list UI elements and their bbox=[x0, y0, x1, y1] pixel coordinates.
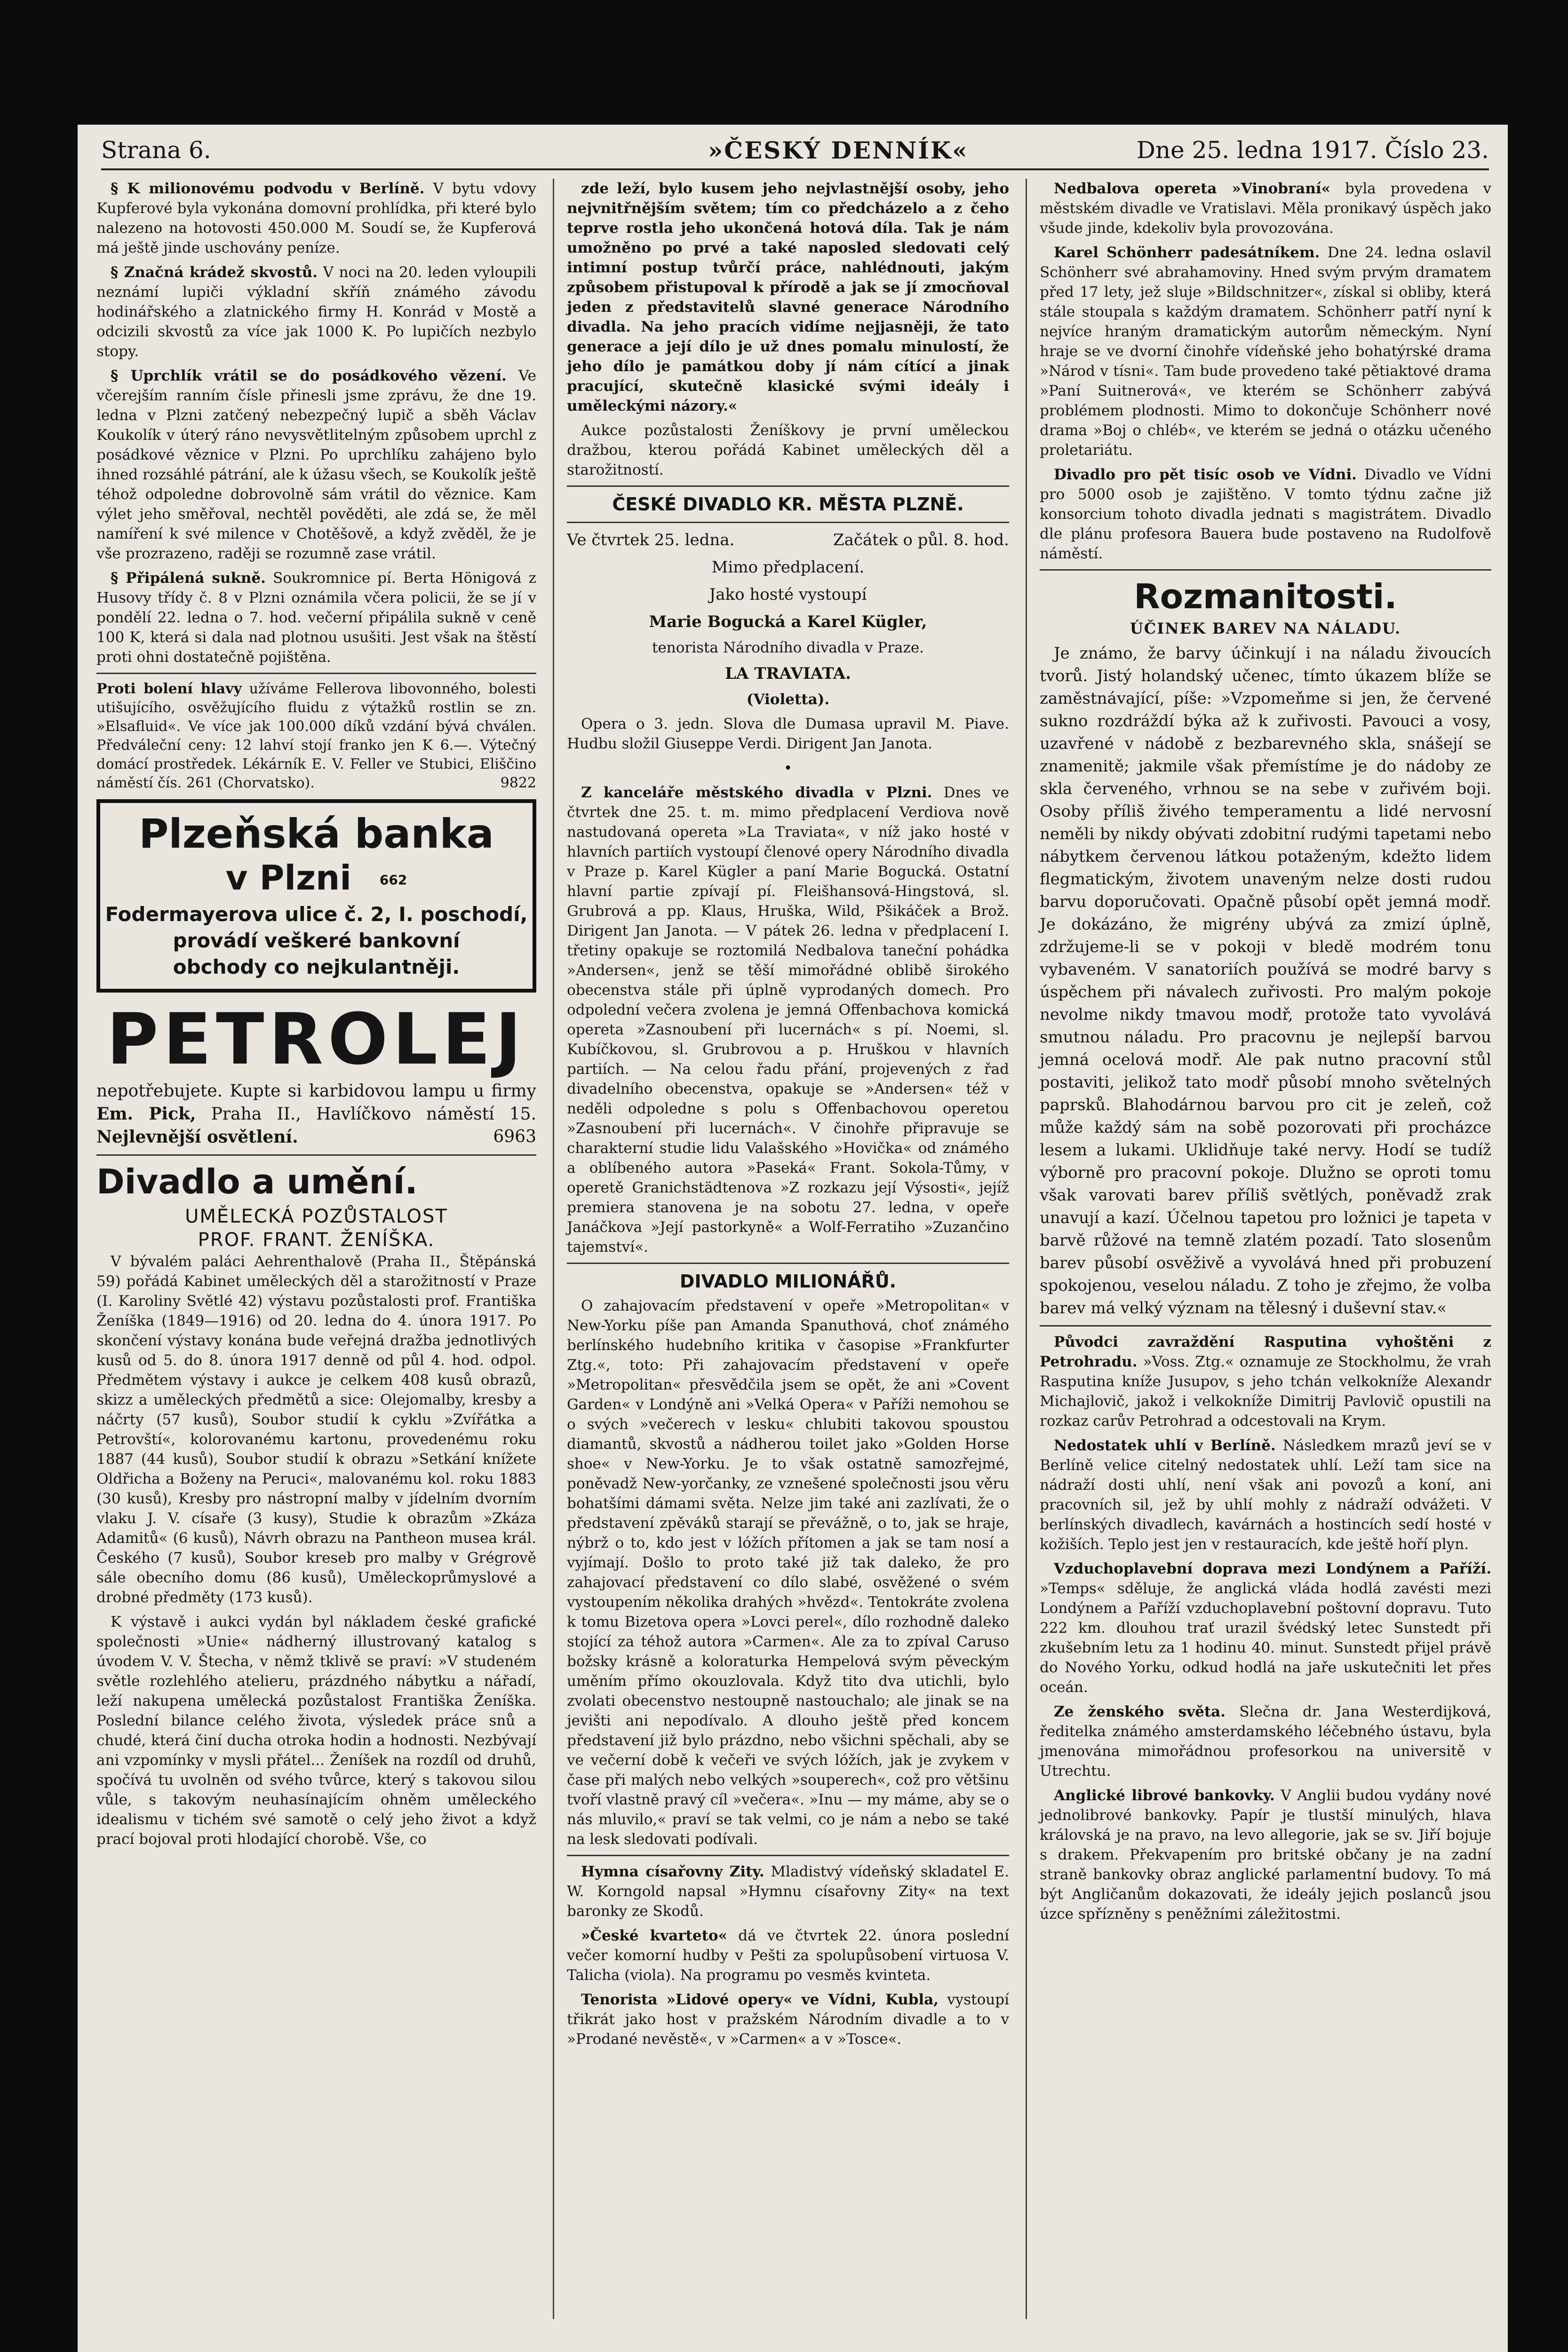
section-heading-miscellany: Rozmanitosti. bbox=[1134, 577, 1397, 616]
divider bbox=[96, 673, 536, 674]
news-title: Z kanceláře městského divadla v Plzni. bbox=[581, 784, 932, 801]
divider bbox=[96, 1154, 536, 1156]
advert-title: Proti bolení hlavy bbox=[96, 681, 242, 697]
divider bbox=[567, 485, 1009, 487]
article-heading: UMĚLECKÁ POZŮSTALOST bbox=[185, 1206, 448, 1228]
divider bbox=[567, 1263, 1009, 1264]
news-title: Divadlo pro pět tisíc osob ve Vídni. bbox=[1054, 466, 1357, 483]
advert-number: 9822 bbox=[500, 775, 536, 791]
opera-description: Opera o 3. jedn. Slova dle Dumasa upravil M. Piave. Hudbu složil Giuseppe Verdi. Dirigent Jan Janota. bbox=[567, 715, 1009, 752]
news-title: § Uprchlík vrátil se do posádkového vězení. bbox=[111, 367, 507, 384]
bank-slogan: obchody co nejkulantněji. bbox=[173, 955, 460, 979]
article-paragraph: K výstavě i aukci vydán byl nákladem české grafické společnosti »Unie« nádherný illustrovaný katalog s úvodem V. V. Štecha, v němž tklivě se praví: »V studeném světle rozlehlého atelieru, prázdného nábytku a nářadí, leží nakupena umělecká pozůstalost Františka Ženíška. Poslední bilance celého života, výsledek práce snů a chudé, která činí ducha otroka hodin a hodnosti. Nezbývají ani vzpomínky v mysli přátel... Ženíšek na rozdíl od druhů, spočívá tu uvolněn od svého tvůrce, který s takovou silou vůle, s takovým neuhasínajícím ohněm uměleckého idealismu v tichém své samotě o celý jeho život a když prací bojoval proti hlodající chorobě. Vše, co bbox=[96, 1613, 536, 1848]
performance-date: Ve čtvrtek 25. ledna. bbox=[567, 531, 735, 549]
news-title: § K milionovému podvodu v Berlíně. bbox=[111, 180, 425, 197]
performance-note: Mimo předplacení. bbox=[711, 558, 865, 577]
petrol-headline: PETROLEJ bbox=[106, 999, 526, 1081]
bank-address: Fodermayerova ulice č. 2, I. poschodí, bbox=[105, 903, 528, 926]
news-title: Ze ženského světa. bbox=[1054, 1703, 1226, 1720]
news-text: Dnes ve čtvrtek dne 25. t. m. mimo předplacení Verdiova nově nastudovaná opereta »La Traviata«, v níž jako hosté v hlavních partiích vystoupí členové opery Národního divadla v Praze p. Karel Kügler a paní Marie Bogucká. Ostatní hlavní partie zpívají pí. Fleišhansová-Hingstová, sl. Grubrová a pp. Klaus, Hruška, Wild, Pšikáček a Brož. Dirigent Jan Janota. — V pátek 26. ledna v předplacení I. třetiny opakuje se roztomilá Nedbalova taneční pohádka »Andersen«, jenž se těší mimořádné oblibě širokého obecenstva stále při úplně vyprodaných domech. Pro odpolední večera zvolena je jemná Offenbachova komická opereta »Zasnoubení při lucernách« s pí. Noemi, sl. Kubíčkovou, sl. Grubrovou a p. Hruškou v hlavních partiích. — Na celou řadu přání, projevených z řad divadelního obecenstva, opakuje se »Andersen« též v neděli odpoledne s polu s Offenbachovou operetou »Zasnoubení při lucernách«. V činohře připravuje se charakterní studie lidu Valašského »Hovička« od známého a oblíbeného autora »Paseká« Frant. Sokola-Tůmy, v operetě Granichstädtenova »Z rozkazu její Výsosti«, jejíž premiera stanovena je na sobotu 27. ledna, v opeře Janáčkova »Její pastorkyně« a Wolf-Ferratiho »Zuzančino tajemství«. bbox=[567, 784, 1009, 1255]
issue-number: Číslo 23. bbox=[1385, 136, 1489, 164]
news-item bbox=[1040, 1786, 1491, 1924]
news-title: Anglické librové bankovky. bbox=[1054, 1787, 1275, 1804]
news-title: § Připálená sukně. bbox=[111, 570, 266, 587]
theatre-heading: ČESKÉ DIVADLO KR. MĚSTA PLZNĚ. bbox=[612, 494, 964, 515]
section-heading-theatre-art: Divadlo a umění. bbox=[96, 1162, 418, 1202]
news-text: vystoupí třikrát jako host v pražském Národním divadle a to v »Prodané nevěstě«, v »Carmen« a v »Tosce«. bbox=[567, 1991, 1009, 2048]
petrol-slogan: Nejlevnější osvětlení. bbox=[96, 1127, 298, 1147]
news-title: Tenorista »Lidové opery« ve Vídni, Kubla, bbox=[581, 1991, 939, 2008]
news-title: Nedbalova opereta »Vinobraní« bbox=[1054, 180, 1331, 197]
news-text: »Temps« sděluje, že anglická vláda hodlá zavésti mezi Londýnem a Paříží vzduchoplavební poštovní dopravu. Tuto 222 km. dlouhou trať urazil švédský letec Sunstedt při zkušebním letu za 1 hodinu 40. minut. Sunstedt přijel právě do Nového Yorku, odkud hodlá na jaře uskutečniti let přes oceán. bbox=[1040, 1580, 1491, 1696]
bullet-separator: • bbox=[783, 760, 793, 777]
news-item bbox=[567, 1990, 1009, 2049]
news-item bbox=[567, 783, 1009, 1257]
news-title: Vzduchoplavební doprava mezi Londýnem a Paříží. bbox=[1054, 1560, 1491, 1577]
column-rule bbox=[553, 179, 554, 2319]
news-text: Soukromnice pí. Berta Hönigová z Husovy třídy č. 8 v Plzni oznámila včera policii, že se jí v pondělí 22. ledna o 7. hod. večerní připálila sukně v ceně 100 K, která si dala nad plotnou usušiti. Jest však na štěstí proti ohni dostatečně pojištěna. bbox=[96, 570, 536, 666]
opera-subtitle: (Violetta). bbox=[746, 691, 830, 708]
guest-names: Marie Bogucká a Karel Kügler, bbox=[649, 612, 927, 631]
news-text: Následkem mrazů jeví se v Berlíně velice citelný nedostatek uhlí. Leží tam sice na nádraží dosti uhlí, není však ani povozů a koní, ani pracovních sil, jež by uhlí mohly z nádraží odvážeti. V berlínských divadlech, kavárnách a hostincích sedí hosté v kožiších. Teplo jest jen v restauracích, kde ještě hoří plyn. bbox=[1040, 1437, 1491, 1553]
petrol-text: nepotřebujete. Kupte si karbidovou lampu u firmy bbox=[96, 1081, 536, 1101]
news-text: byla provedena v městském divadle ve Vratislavi. Měla pronikavý úspěch jako všude jinde, kdekoliv byla provozována. bbox=[1040, 180, 1491, 237]
news-title: Původci zavraždění Rasputina vyhoštěni z Petrohradu. bbox=[1040, 1334, 1491, 1370]
news-item bbox=[1040, 1559, 1491, 1697]
news-text: Dne 24. ledna oslavil Schönherr své abrahamoviny. Hned svým prvým dramatem před 17 lety, jež sluje »Bildschnitzer«, získal si obliby, která stále stoupala s každým dramatem. Schönherr patří nyní k nejvíce hraným dramatickým autorům německým. Nyní hraje se ve dvorní činohře vídeňské jeho bohatýrské drama »Národ v tísni«. Tam bude provedeno také pětiaktové drama »Paní Suitnerová«, ve kterém se Schönherr zabývá problémem plodnosti. Mimo to dokončuje Schönherr nové drama »Boj o chléb«, ve kterém se jedná o otázku učeného proletariátu. bbox=[1040, 244, 1491, 459]
news-item bbox=[1040, 1436, 1491, 1554]
article-paragraph: V bývalém paláci Aehrenthalově (Praha II., Štěpánská 59) pořádá Kabinet uměleckých děl a starožitností v Praze (I. Karoliny Světlé 42) výstavu pozůstalosti prof. Františka Ženíška (1849—1916) od 20. ledna do 4. února 1917. Po skončení výstavy konána bude veřejná dražba jednotlivých kusů od 5. do 8. února 1917 denně od půl 4. hod. odpol. Předmětem výstavy i aukce je celkem 408 kusů obrazů, skizz a uměleckých předmětů a sice: Olejomalby, kresby a náčrty (57 kusů), Soubor studií k cyklu »Zvířátka a Petrovští«, kolorovanému kartonu, provedenému roku 1887 (44 kusů), Soubor studií k obrazu »Setkání knížete Oldřicha a Boženy na Peruci«, malovanému kol. roku 1883 (30 kusů), Kresby pro nástropní malby v jídelním dvorním vlaku J. V. císaře (3 kusy), Studie k obrazům »Zkáza Adamitů« (6 kusů), Návrh obrazu na Pantheon musea král. Českého (7 kusů), Soubor kreseb pro malby v Grégrově sále obecního domu (86 kusů), Uměleckoprůmyslové a drobné předměty (173 kusů). bbox=[96, 1253, 536, 1606]
column-rule bbox=[1026, 179, 1027, 2319]
news-text: Divadlo ve Vídni pro 5000 osob je zajištěno. V tomto týdnu začne již konsorcium tohoto divadla jednati s magistrátem. Divadlo dle plánu profesora Bauera bude postaveno na Rudolfově náměstí. bbox=[1040, 466, 1492, 562]
news-item bbox=[96, 179, 536, 258]
news-text: V bytu vdovy Kupferové byla vykonána domovní prohlídka, při které bylo nalezeno na hotovosti 450.000 M. Soudí se, že Kupferová má ještě jinde uschovány peníze. bbox=[96, 180, 536, 256]
petrol-address: Praha II., Havlíčkovo náměstí 15. bbox=[211, 1104, 537, 1124]
news-text: »Voss. Ztg.« oznamuje ze Stockholmu, že vrah Rasputina kníže Jusupov, s jeho tchán velkokníže Alexandr Michajlovič, jakož i velkokníže Dimitrij Pavlovič opustili na rozkaz carův Petrohrad a odcestovali na Krym. bbox=[1040, 1353, 1491, 1430]
news-item bbox=[1040, 179, 1491, 238]
news-item bbox=[96, 568, 536, 667]
article-paragraph: zde leží, bylo kusem jeho nejvlastnější osoby, jeho nejvnitřnějším světem; tím co předcházelo a z čeho teprve rostla jeho ukončená hotová díla. Tak je nám umožněno po prvé a také naposled sledovati celý intimní postup tvůrčí práce, nahlédnouti, jakým způsobem přistupoval k přírodě a jak se jí zmocňoval jeden z představitelů slavné generace Národního divadla. Na jeho pracích vidíme nejjasněji, že tato generace a její dílo je už dnes pomalu minulostí, že jeho dílo je památkou doby jí nám cítící a jinak pracující, skutečně klasické svými ideály i uměleckými názory.« bbox=[567, 180, 1009, 414]
divider bbox=[567, 522, 1009, 523]
guest-role: tenorista Národního divadla v Praze. bbox=[652, 639, 924, 656]
column-3 bbox=[1040, 179, 1491, 1929]
article-paragraph: O zahajovacím představení v opeře »Metropolitan« v New-Yorku píše pan Amanda Spanuthová, choť známého berlínského hudebního kritika v časopise »Frankfurter Ztg.«, toto: Při zahajovacím představení v opeře »Metropolitan« přesvědčila jsem se opět, že ani »Covent Garden« v Londýně ani »Velká Opera« v Paříži nemohou se o svých »večerech v lesku« chlubiti takovou spoustou diamantů, skvostů a nádherou toilet jako »Golden Horse shoe« v New-Yorku. Je to však ostatně samozřejmé, poněvadž New-yorčanky, ze vznešené společnosti jsou věru bohatšími dámami světa. Nelze jim také ani zazlívati, že o představení zpěváků starají se převážně, o to, jak se hraje, nýbrž o to, kdo jest v lóžích přítomen a jak se tam nosí a vyjímají. Došlo to proto také již tak daleko, že pro zahajovací představení co dílo slabé, osvěžené o svém vystoupením několika drahých »hvězd«. Tentokráte zvolena k tomu Bizetova opera »Lovci perel«, dílo rozhodně daleko stojící za téhož autora »Carmen«. Ale za to zpíval Caruso božsky krásně a koloraturka Hempelová svým pěveckým uměním přímo okouzlovala. Když tito dva utichli, bylo zvolati obecenstvo nestoupně nastouchalo; ale jinak se na jevišti ani nepodívalo. A dlouho ještě před koncem představení již bylo prázdno, nebo všichni spěchali, aby se ve večerní době k večeři ve svých lóžích, jak je zvykem v čase při malých nebo velkých »souperech«, což pro většinu tvoří vlastně pravý cíl »večera«. »Inu — my máme, aby se o nás mluvilo,« praví se tak velmi, co je nám a nebo se také na lesk sledovati podívali. bbox=[567, 1297, 1009, 1848]
news-item bbox=[1040, 1702, 1491, 1781]
newspaper-title: »ČESKÝ DENNÍK« bbox=[708, 136, 969, 164]
divider bbox=[1040, 1325, 1491, 1327]
news-text: Slečna dr. Jana Westerdijková, ředitelka známého amsterdamského léčebného ústavu, byla jmenována mimořádnou profesorkou na universitě v Utrechtu. bbox=[1040, 1703, 1492, 1780]
news-text: Mladistvý vídeňský skladatel E. W. Korngold napsal »Hymnu císařovny Zity« na text baronky ze Skodů. bbox=[567, 1863, 1009, 1920]
article-heading: PROF. FRANT. ŽENÍŠKA. bbox=[198, 1229, 435, 1251]
newspaper-page bbox=[78, 125, 1508, 2352]
news-item bbox=[1040, 243, 1491, 460]
column-2 bbox=[567, 179, 1009, 2054]
header-rule bbox=[101, 168, 1489, 170]
performance-date-line bbox=[567, 529, 1009, 551]
bank-city: v Plzni bbox=[225, 858, 351, 898]
performance-start: Začátek o půl. 8. hod. bbox=[833, 531, 1009, 549]
divider bbox=[567, 1855, 1009, 1856]
article-heading: DIVADLO MILIONÁŘŮ. bbox=[679, 1271, 897, 1292]
petrol-firm: Em. Pick, bbox=[96, 1104, 196, 1124]
guest-line: Jako hosté vystoupí bbox=[709, 585, 867, 604]
news-text: V Anglii budou vydány nové jednolibrové bankovky. Papír je tlustší minulých, hlava královská je na pravo, na levo allegorie, jak se sv. Jiří bojuje s drakem. Překvapením pro britské občany je na zadní straně bankovky obraz anglické parlamentní budovy. To má být Angličanům dokazovati, že ideály jejich poslanců jsou úzce spřízněny s peněžními záležitostmi. bbox=[1040, 1787, 1491, 1923]
news-item bbox=[96, 262, 536, 361]
news-text: dá ve čtvrtek 22. února poslední večer komorní hudby v Pešti za spolupůsobení virtuosa V. Talicha (viola). Na programu po vesměs kvinteta. bbox=[567, 1927, 1010, 1984]
news-title: Hymna císařovny Zity. bbox=[581, 1863, 764, 1880]
news-title: Nedostatek uhlí v Berlíně. bbox=[1054, 1437, 1276, 1454]
news-item bbox=[96, 366, 536, 564]
bank-name: Plzeňská banka bbox=[139, 810, 494, 858]
article-paragraph: Je známo, že barvy účinkují i na náladu živoucích tvorů. Jistý holandský učenec, tímto úkazem blíže se zaměstnávající, píše: »Vzpomeňme si jen, že červené sukno rozdráždí býka až k zuřivosti. Pavouci a vosy, uzavřené v nádobě z bezbarevného skla, snášejí se znamenitě; jakmile však přemístíme je do nádoby ze skla červeného, vrhnou se na sebe v zuřivém boji. Osoby příliš živého temperamentu a lidé nervosní neměli by nikdy obývati zdobitní rudými tapetami nebo nábytkem červenou látkou potaženým, kdežto lidem flegmatickým, životem unaveným nelze dosti rudou barvu doporučovati. Opačně působí opět jemná modř. Je dokázáno, že migrény ubývá za zmizí úplně, zdržujeme-li se v pokoji v bledě modrém tonu vybaveném. V sanatoriích používá se modré barvy s úspěchem při návalech zuřivosti. Pro malým pokoje nevolme nikdy tmavou modř, protože tato vyvolává smutnou náladu. Pro pracovnu je nejlepší barvou jemná ocelová modř. Ale pak nutno pracovní stůl postaviti, jelikož tato modř působí mnoho světelných paprsků. Blahodárnou barvou pro cit je zeleň, což může každý sám na sobě pozorovati při procházce lesem a lukami. Uklidňuje také nervy. Hodí se tudíž výborně pro pracovní pokoje. Dlužno se oproti tomu však varovati barev příliš světlých, poněvadž zrak unavují a kazí. Účelnou tapetou pro ložnici je tapeta v barvě růžové na temně zlatém pozadí. Tato slosenům barev působí osvěživě a vyvolává hned při probuzení spokojenou, veselou náladu. Z toho je zřejmo, že volba barev má velký význam na tělesný i duševní stav.« bbox=[1040, 644, 1491, 1318]
article-heading: ÚČINEK BAREV NA NÁLADU. bbox=[1130, 620, 1401, 637]
bank-advert bbox=[96, 799, 536, 993]
advert-text: užíváme Fellerova libovonného, bolesti utišujícího, osvěžujícího fluidu z výtažků rostlin se zn. »Elsafluid«. Ve více jak 100.000 díků vzdání bývá chválen. Předváleční ceny: 12 lahví stojí franko jen K 6.—. Výtečný domácí prostředek. Lékárník E. V. Feller ve Stubici, Eliščino náměstí čís. 261 (Chorvatsko). bbox=[96, 681, 536, 791]
news-item bbox=[1040, 465, 1491, 564]
news-title: Karel Schönherr padesátníkem. bbox=[1054, 244, 1320, 261]
column-1 bbox=[96, 179, 536, 1854]
divider bbox=[1040, 569, 1491, 571]
petrol-advert bbox=[96, 1080, 536, 1149]
news-text: V noci na 20. leden vyloupili neznámí lupiči výkladní skříň známého závodu hodinářského a zlatnického firmy H. Konrád v Mostě a odcizili skvostů za více jak 1000 K. Po lupičích nezbylo stopy. bbox=[96, 264, 536, 360]
opera-title: LA TRAVIATA. bbox=[724, 664, 852, 683]
news-title: § Značná krádež skvostů. bbox=[111, 264, 318, 281]
news-item bbox=[567, 1862, 1009, 1921]
news-item bbox=[567, 1926, 1009, 1985]
advert-fluid bbox=[96, 680, 536, 793]
date-issue bbox=[1137, 136, 1489, 164]
news-item bbox=[1040, 1332, 1491, 1431]
news-title: »České kvarteto« bbox=[581, 1927, 727, 1944]
news-text: Ve včerejším ranním čísle přinesli jsme zprávu, že dne 19. ledna v Plzni zatčený nebezpečný lupič a sběh Václav Koukolík v úterý ráno nevysvětlitelným způsobem uprchl z posádkové věznice v Plzni. Po uprchlíku zahájeno bylo ihned rozsáhlé pátrání, ale k úžasu všech, se Koukolík ještě téhož odpoledne dobrovolně sám vrátil do věznice. Kam výlet jeho směřoval, nechtěl pověděti, ale zdá se, že měl namíření k své milence v Chotěšově, a když zvěděl, že je vše prozrazeno, raději se rozumně zase vrátil. bbox=[96, 367, 536, 562]
page-number: Strana 6. bbox=[101, 136, 211, 164]
bank-slogan: provádí veškeré bankovní bbox=[173, 929, 460, 953]
issue-date: Dne 25. ledna 1917. bbox=[1136, 136, 1377, 164]
bank-advert-number: 662 bbox=[379, 872, 407, 888]
page-header bbox=[101, 136, 1489, 165]
petrol-advert-number: 6963 bbox=[493, 1127, 536, 1147]
article-paragraph: Aukce pozůstalosti Ženíškovy je první uměleckou dražbou, kterou pořádá Kabinet uměleckých děl a starožitností. bbox=[567, 422, 1009, 478]
